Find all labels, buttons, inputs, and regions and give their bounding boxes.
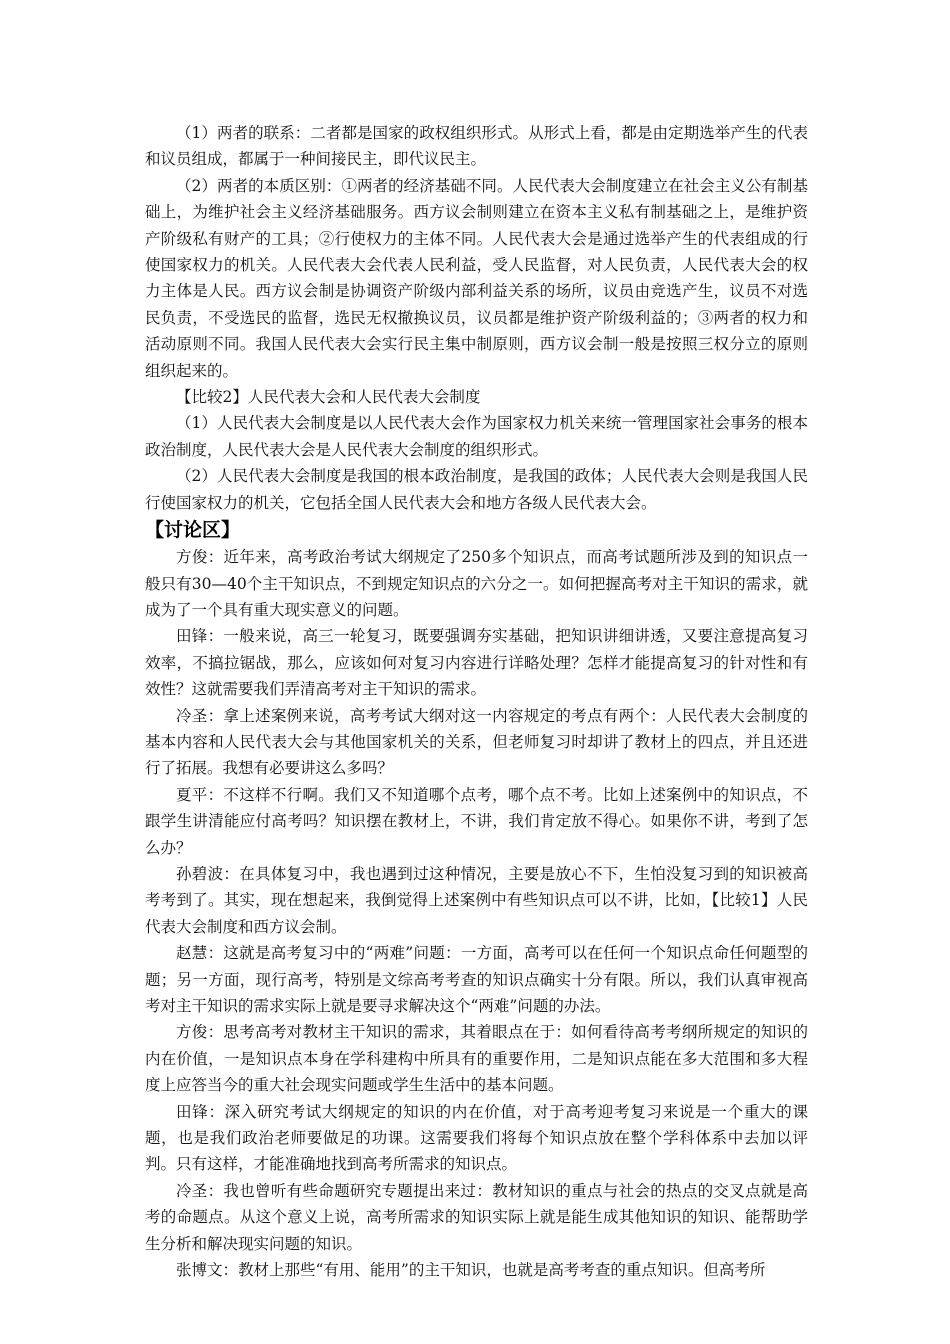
discussion-paragraph: 方俊：思考高考对教材主干知识的需求，其着眼点在于：如何看待高考考纲所规定的知识的内在价值，一是知识点本身在学科建构中所具有的重要作用，二是知识点能在多大范围和多大程度上应答当今的重大社会现实问题或学生生活中的基本问题。 bbox=[145, 1023, 808, 1095]
paragraph-comparison-2-point-1: （1）人民代表大会制度是以人民代表大会作为国家权力机关来统一管理国家社会事务的根本政治制度，人民代表大会是人民代表大会制度的组织形式。 bbox=[145, 414, 808, 459]
discussion-section-heading: 【讨论区】 bbox=[145, 519, 241, 542]
discussion-paragraph: 孙碧波：在具体复习中，我也遇到过这种情况，主要是放心不下，生怕没复习到的知识被高考考到了。其实，现在想起来，我倒觉得上述案例中有些知识点可以不讲，比如，【比较1】人民代表大会制度和西方议会制。 bbox=[145, 864, 808, 936]
discussion-paragraph: 冷圣：我也曾听有些命题研究专题提出来过：教材知识的重点与社会的热点的交叉点就是高考的命题点。从这个意义上说，高考所需求的知识实际上就是能生成其他知识的知识、能帮助学生分析和解决现实问题的知识。 bbox=[145, 1181, 808, 1253]
discussion-paragraph: 夏平：不这样不行啊。我们又不知道哪个点考，哪个点不考。比如上述案例中的知识点，不跟学生讲清能应付高考吗？知识摆在教材上，不讲，我们肯定放不得心。如果你不讲，考到了怎么办？ bbox=[145, 785, 808, 857]
paragraph-comparison-2-point-2: （2）人民代表大会制度是我国的根本政治制度，是我国的政体；人民代表大会则是我国人民行使国家权力的机关，它包括全国人民代表大会和地方各级人民代表大会。 bbox=[145, 467, 808, 512]
discussion-paragraph: 田锋：一般来说，高三一轮复习，既要强调夯实基础，把知识讲细讲透，又要注意提高复习效率，不搞拉锯战，那么，应该如何对复习内容进行详略处理？怎样才能提高复习的针对性和有效性？这就需要我们弄清高考对主干知识的需求。 bbox=[145, 627, 808, 699]
discussion-paragraph: 张博文：教材上那些“有用、能用”的主干知识，也就是高考考查的重点知识。但高考所 bbox=[176, 1261, 766, 1280]
paragraph-connection: （1）两者的联系：二者都是国家的政权组织形式。从形式上看，都是由定期选举产生的代表和议员组成，都属于一种间接民主，即代议民主。 bbox=[145, 124, 808, 169]
discussion-paragraph: 田锋：深入研究考试大纲规定的知识的内在价值，对于高考迎考复习来说是一个重大的课题，也是我们政治老师要做足的功课。这需要我们将每个知识点放在整个学科体系中去加以评判。只有这样，才能准确地找到高考所需求的知识点。 bbox=[145, 1102, 808, 1174]
discussion-paragraph: 方俊：近年来，高考政治考试大纲规定了250多个知识点，而高考试题所涉及到的知识点一般只有30—40个主干知识点，不到规定知识点的六分之一。如何把握高考对主干知识的需求，就成为了一个具有重大现实意义的问题。 bbox=[145, 548, 808, 619]
discussion-paragraph: 赵慧：这就是高考复习中的“两难”问题：一方面，高考可以在任何一个知识点命任何题型的题；另一方面，现行高考，特别是文综高考考查的知识点确实十分有限。所以，我们认真审视高考对主干知识的需求实际上就是要寻求解决这个“两难”问题的办法。 bbox=[145, 944, 808, 1015]
discussion-paragraph: 冷圣：拿上述案例来说，高考考试大纲对这一内容规定的考点有两个：人民代表大会制度的基本内容和人民代表大会与其他国家机关的关系，但老师复习时却讲了教材上的四点，并且还进行了拓展。我想有必要讲这么多吗？ bbox=[145, 706, 808, 778]
comparison-2-heading: 【比较2】人民代表大会和人民代表大会制度 bbox=[176, 388, 481, 407]
document-page bbox=[145, 120, 808, 1283]
paragraph-essential-difference: （2）两者的本质区别：①两者的经济基础不同。人民代表大会制度建立在社会主义公有制基础上，为维护社会主义经济基础服务。西方议会制则建立在资本主义私有制基础之上，是维护资产阶级私有财产的工具；②行使权力的主体不同。人民代表大会是通过选举产生的代表组成的行使国家权力的机关。人民代表大会代表人民利益，受人民监督，对人民负责，人民代表大会的权力主体是人民。西方议会制是协调资产阶级内部利益关系的场所，议员由竞选产生，议员不对选民负责，不受选民的监督，选民无权撤换议员，议员都是维护资产阶级利益的；③两者的权力和活动原则不同。我国人民代表大会实行民主集中制原则，西方议会制一般是按照三权分立的原则组织起来的。 bbox=[145, 176, 808, 380]
